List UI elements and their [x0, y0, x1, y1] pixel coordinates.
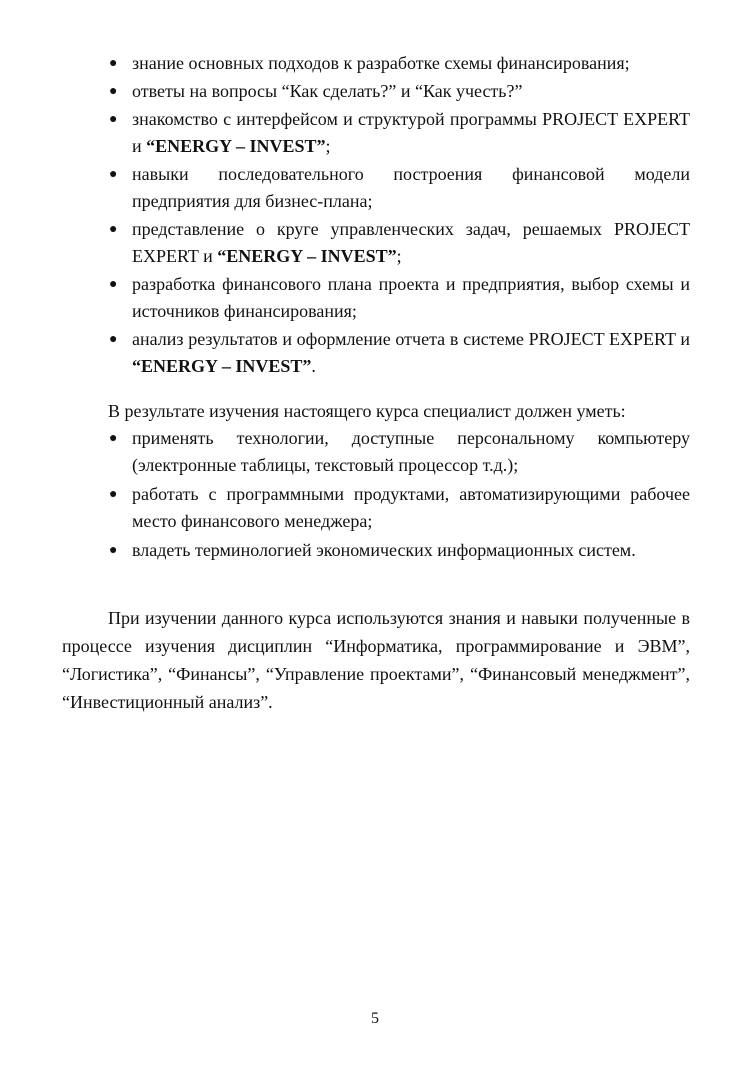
product-name: “ENERGY – INVEST”	[146, 136, 326, 156]
skills-intro: В результате изучения настоящего курса специалист должен уметь:	[108, 401, 626, 421]
list-item: ● знакомство с интерфейсом и структурой программы PROJECT EXPERT и “ENERGY – INVEST”;	[108, 106, 690, 160]
bullet-icon: ●	[109, 84, 118, 99]
skills-list	[108, 425, 690, 566]
list-item: ● представление о круге управленческих задач, решаемых PROJECT EXPERT и “ENERGY – INVEST”;	[108, 216, 690, 270]
bullet-icon: ●	[109, 431, 118, 446]
list-item: ● ответы на вопросы “Как сделать?” и “Как учесть?”	[108, 78, 690, 105]
bullet-icon: ●	[109, 332, 118, 347]
bullet-icon: ●	[109, 277, 118, 292]
list-item: ● владеть терминологией экономических информационных систем.	[108, 537, 690, 564]
bullet-icon: ●	[109, 112, 118, 127]
bullet-icon: ●	[109, 56, 118, 71]
list-item: ● применять технологии, доступные персональному компьютеру (электронные таблицы, текстовый процессор т.д.);	[108, 425, 690, 479]
bullet-icon: ●	[109, 543, 118, 558]
list-item: ● работать с программными продуктами, автоматизирующими рабочее место финансового менеджера;	[108, 481, 690, 535]
list-item: ● анализ результатов и оформление отчета в системе PROJECT EXPERT и “ENERGY – INVEST”.	[108, 326, 690, 380]
bullet-icon: ●	[109, 167, 118, 182]
bullet-icon: ●	[109, 487, 118, 502]
list-item: ● знание основных подходов к разработке схемы финансирования;	[108, 50, 690, 77]
list-item: ● разработка финансового плана проекта и предприятия, выбор схемы и источников финансирования;	[108, 271, 690, 325]
product-name: “ENERGY – INVEST”	[132, 356, 312, 376]
prerequisites-paragraph: При изучении данного курса используются знания и навыки полученные в процессе изучения дисциплин “Информатика, программирование и ЭВМ”, “Логистика”, “Финансы”, “Управление проектами”, “Финансовый менеджмент”, “Инвестиционный анализ”.	[62, 608, 690, 712]
product-name: “ENERGY – INVEST”	[217, 246, 397, 266]
list-item: ● навыки последовательного построения финансовой модели предприятия для бизнес-плана;	[108, 161, 690, 215]
knowledge-list	[108, 50, 690, 381]
bullet-icon: ●	[109, 222, 118, 237]
page-number: 5	[371, 1010, 379, 1027]
